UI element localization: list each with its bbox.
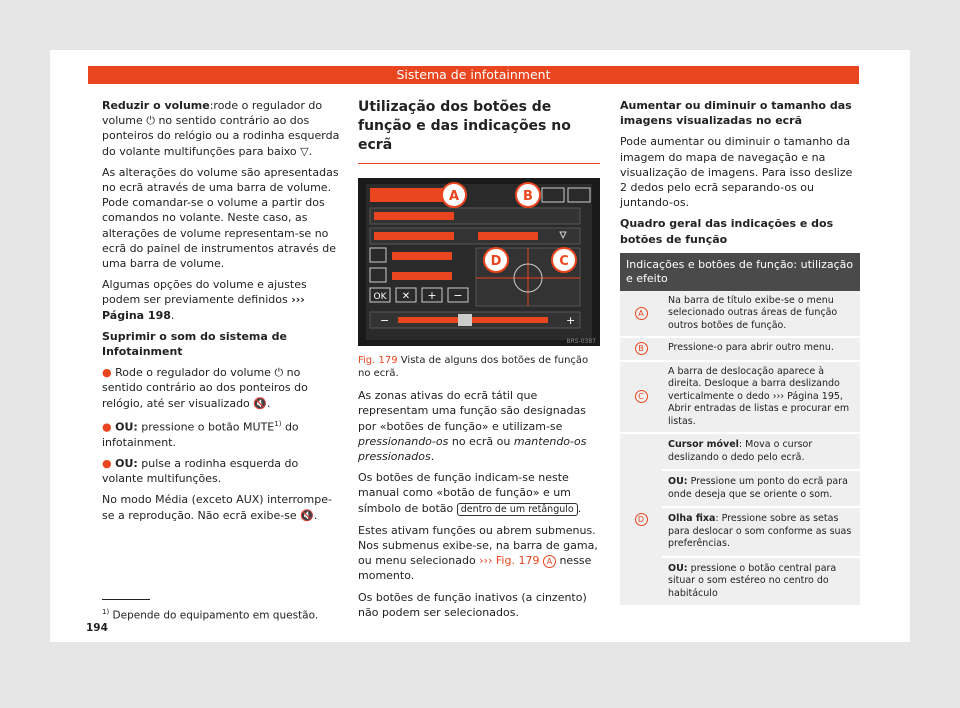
table-row: B Pressione-o para abrir outro menu. <box>620 337 860 361</box>
figure-caption: Fig. 179 Vista de alguns dos botões de função no ecrã. <box>358 355 589 380</box>
svg-text:−: − <box>380 314 390 327</box>
paragraph: Os botões de função indicam-se neste manual como «botão de função» e um símbolo de botão dentro de um retângulo . <box>358 471 582 515</box>
callout-label: C <box>559 254 569 269</box>
paragraph: Algumas opções do volume e ajustes podem ser previamente definidos ››› Página 198. <box>102 278 307 322</box>
bullet-item: ● OU: pressione o botão MUTE$^{1)}$ do infotainment. <box>102 419 299 449</box>
page-number: 194 <box>86 622 108 634</box>
figure <box>358 178 600 380</box>
bold-term: Reduzir o volume <box>102 99 210 112</box>
svg-text:✕: ✕ <box>401 291 411 302</box>
footnote-rule <box>102 599 150 600</box>
svg-text:+: + <box>427 289 437 302</box>
bullet-item: ● OU: pulse a rodinha esquerda do volante multifunções. <box>102 456 299 486</box>
svg-text:+: + <box>566 314 576 327</box>
table-row: D Cursor móvel: Mova o cursor deslizando o dedo pelo ecrã. <box>620 433 860 470</box>
page-link[interactable]: ››› Página 198 <box>102 293 305 322</box>
paragraph: No modo Média (exceto AUX) interrompe-se a reprodução. Não ecrã exibe-se 🔇. <box>102 493 332 522</box>
ok-button: OK <box>373 292 387 302</box>
svg-text:−: − <box>453 289 463 302</box>
bullet-item: ● Rode o regulador do volume ⏻ no sentido contrário ao dos ponteiros do relógio, até ser visualizado 🔇. <box>102 366 308 410</box>
table-row: C A barra de deslocação aparece à direita. Desloque a barra deslizando verticalmente o dedo ››› Página 195, Abrir entradas de listas e procurar em listas. <box>620 361 860 434</box>
text: :rode o regulador do volume ⏻ no sentido contrário ao dos ponteiros do relógio ou a rodinha esquerda do volante multifunções para baixo ▽. <box>102 99 340 158</box>
table-row: OU: pressione o botão central para situar o som estéreo no centro do habitáculo <box>620 557 860 607</box>
callout-label: A <box>448 189 460 204</box>
paragraph <box>102 98 342 159</box>
table-row: OU: Pressione um ponto do ecrã para onde deseja que se oriente o som. <box>620 470 860 507</box>
footnote: $^{1)}$ Depende do equipamento em questão. <box>102 608 319 622</box>
text: Algumas opções do volume e ajustes podem ser previamente definidos <box>102 278 307 307</box>
screen-illustration <box>358 178 600 346</box>
column-1 <box>102 98 342 529</box>
section-heading: Quadro geral das indicações e dos botões de função <box>620 217 834 246</box>
paragraph: Estes ativam funções ou abrem submenus. Nos submenus exibe-se, na barra de gama, ou menu selecionado ››› Fig. 179 A nesse momento. <box>358 523 598 583</box>
section-heading: Utilização dos botões de função e das indicações no ecrã <box>358 98 600 164</box>
function-table <box>620 253 860 608</box>
paragraph: Pode aumentar ou diminuir o tamanho da imagem do mapa de navegação e na visualização de imagens. Para isso deslize 2 dedos pelo ecrã separando-os ou juntando-os. <box>620 135 853 210</box>
callout-label: B <box>523 189 533 204</box>
paragraph: As zonas ativas do ecrã tátil que representam uma função são designadas por «botões de função» e utilizam-se pressionando-os no ecrã ou mantendo-os pressionados. <box>358 389 587 464</box>
table-header: Indicações e botões de função: utilização e efeito <box>620 253 860 291</box>
section-heading: Aumentar ou diminuir o tamanho das imagens visualizadas no ecrã <box>620 99 852 128</box>
paragraph: Os botões de função inativos (a cinzento) não podem ser selecionados. <box>358 590 587 619</box>
section-heading: Suprimir o som do sistema de Infotainment <box>102 329 287 359</box>
table-row: A Na barra de título exibe-se o menu selecionado outras áreas de função outros botões de função. <box>620 291 860 338</box>
page-header: Sistema de infotainment <box>88 66 859 84</box>
paragraph: As alterações do volume são apresentadas no ecrã através de uma barra de volume. Pode comandar-se o volume a partir dos comandos no volante. Neste caso, as alterações de volume representam-se no ecrã do painel de instrumentos através de uma barra de volume. <box>102 165 339 271</box>
column-2 <box>358 98 600 626</box>
figure-link: ››› Fig. 179 <box>479 554 540 568</box>
table-row: Olha fixa: Pressione sobre as setas para deslocar o som conforme as suas preferências. <box>620 507 860 557</box>
callout-label: D <box>490 254 502 269</box>
column-3 <box>620 98 860 607</box>
figure-code: BRS-0387 <box>566 338 596 345</box>
